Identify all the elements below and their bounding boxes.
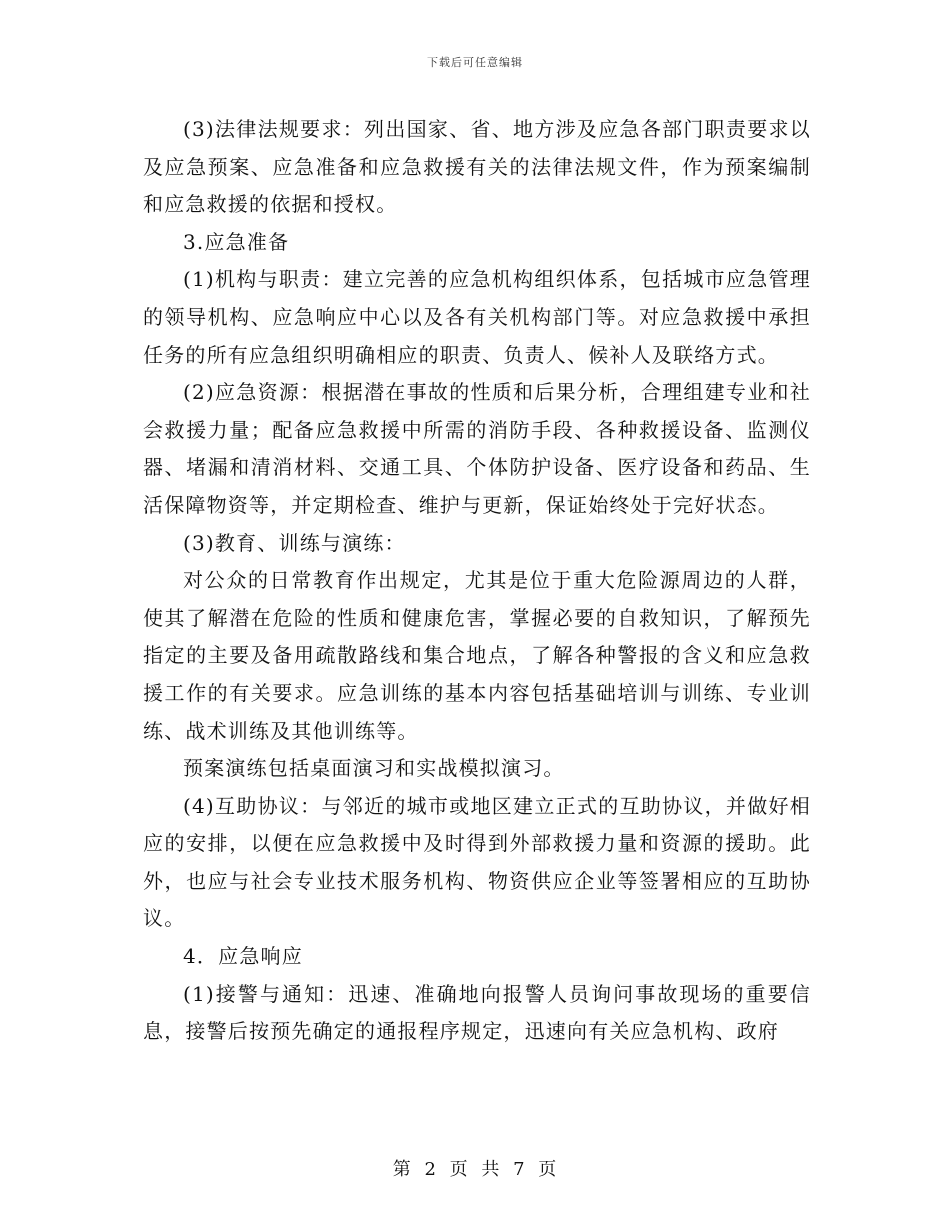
paragraph-public-education: 对公众的日常教育作出规定，尤其是位于重大危险源周边的人群，使其了解潜在危险的性质和健康危害，掌握必要的自救知识，了解预先指定的主要及备用疏散路线和集合地点，了解各种警报的含义和应急救援工作的有关要求。应急训练的基本内容包括基础培训与训练、专业训练、战术训练及其他训练等。 bbox=[143, 568, 811, 743]
paragraph-education-training-heading: (3)教育、训练与演练： bbox=[183, 530, 406, 555]
paragraph-organization-duties: (1)机构与职责：建立完善的应急机构组织体系，包括城市应急管理的领导机构、应急响应中心以及各有关机构部门等。对应急救援中承担任务的所有应急组织明确相应的职责、负责人、候补人及联络方式。 bbox=[143, 267, 811, 367]
section-heading-emergency-response: 4．应急响应 bbox=[183, 944, 303, 969]
paragraph-alarm-notification: (1)接警与通知：迅速、准确地向报警人员询问事故现场的重要信息，接警后按预先确定的通报程序规定，迅速向有关应急机构、政府 bbox=[143, 981, 811, 1044]
paragraph-drills: 预案演练包括桌面演习和实战模拟演习。 bbox=[183, 756, 565, 781]
paragraph-emergency-resources: (2)应急资源：根据潜在事故的性质和后果分析，合理组建专业和社会救援力量；配备应急救援中所需的消防手段、各种救援设备、监测仪器、堵漏和清消材料、交通工具、个体防护设备、医疗设备和药品、生活保障物资等，并定期检查、维护与更新，保证始终处于完好状态。 bbox=[143, 380, 811, 517]
page-header: 下载后可任意编辑 bbox=[427, 56, 523, 69]
paragraph-mutual-aid: (4)互助协议：与邻近的城市或地区建立正式的互助协议，并做好相应的安排，以便在应急救援中及时得到外部救援力量和资源的援助。此外，也应与社会专业技术服务机构、物资供应企业等签署相应的互助协议。 bbox=[143, 793, 811, 931]
document-body bbox=[143, 111, 811, 1051]
section-heading-emergency-preparation: 3.应急准备 bbox=[183, 229, 290, 254]
paragraph-legal-requirements: (3)法律法规要求：列出国家、省、地方涉及应急各部门职责要求以及应急预案、应急准备和应急救援有关的法律法规文件，作为预案编制和应急救援的依据和授权。 bbox=[143, 117, 811, 217]
page-number-footer: 第 2 页 共 7 页 bbox=[392, 1159, 558, 1180]
